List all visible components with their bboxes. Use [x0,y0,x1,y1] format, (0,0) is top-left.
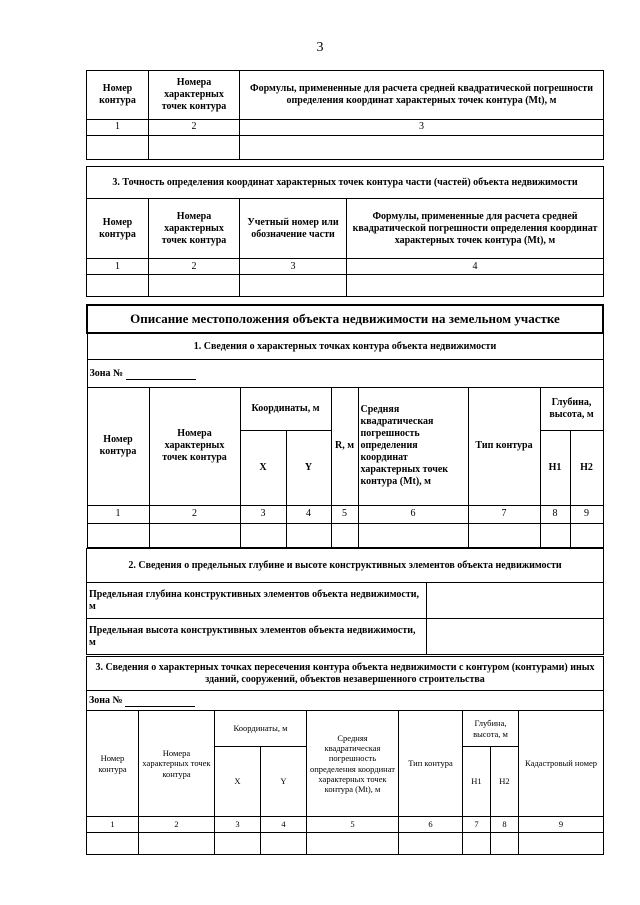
header-points: Номера характерных точек контура [149,199,240,259]
header-x: X [215,747,261,817]
empty-cell [87,135,149,159]
empty-cell [519,833,604,855]
empty-cell [463,833,491,855]
empty-cell [87,523,149,547]
header-depth: Глубина, высота, м [463,711,519,747]
col-number: 7 [468,505,540,523]
header-y: Y [286,430,331,505]
col-number: 2 [149,259,240,275]
col-number: 3 [240,505,286,523]
header-mt: Средняя квадратическая погрешность определения координат характерных точек контура (Mt), м [358,388,468,505]
header-points: Номера характерных точек контура [149,71,240,120]
empty-cell [149,275,240,297]
depth-label: Предельная глубина конструктивных элементов объекта недвижимости, м [87,583,427,619]
col-number: 8 [540,505,570,523]
zone-label [87,360,603,388]
formulas-table [86,70,604,160]
header-cadastral: Кадастровый номер [519,711,604,817]
header-formulas: Формулы, примененные для расчета средней квадратической погрешности определения координат характерных точек контура (Mt), м [347,199,604,259]
zone-label [87,691,604,711]
empty-cell [491,833,519,855]
empty-cell [307,833,399,855]
header-y: Y [261,747,307,817]
col-number: 5 [331,505,358,523]
empty-cell [331,523,358,547]
col-number: 2 [149,505,240,523]
header-coords: Координаты, м [215,711,307,747]
col-number: 3 [240,259,347,275]
empty-cell [149,135,240,159]
col-number: 1 [87,505,149,523]
section-heading: Описание местоположения объекта недвижимости на земельном участке [87,305,603,333]
zone-blank [125,696,195,707]
col-number: 1 [87,119,149,135]
col-number: 2 [139,817,215,833]
header-depth: Глубина, высота, м [540,388,603,430]
empty-cell [149,523,240,547]
header-contour: Номер контура [87,199,149,259]
height-label: Предельная высота конструктивных элементов объекта недвижимости, м [87,619,427,655]
subsection-title: 1. Сведения о характерных точках контура объекта недвижимости [87,333,603,359]
empty-cell [87,275,149,297]
empty-cell [240,275,347,297]
header-mt: Средняя квадратическая погрешность определения координат характерных точек контура (Mt), м [307,711,399,817]
col-number: 7 [463,817,491,833]
depth-value [427,583,604,619]
empty-cell [540,523,570,547]
header-h2: H2 [570,430,603,505]
empty-cell [240,135,604,159]
header-h1: H1 [540,430,570,505]
header-x: X [240,430,286,505]
col-number: 3 [240,119,604,135]
col-number: 6 [358,505,468,523]
col-number: 8 [491,817,519,833]
location-points-table [86,304,604,548]
empty-cell [139,833,215,855]
subsection-title: 3. Сведения о характерных точках пересечения контура объекта недвижимости с контуром (контурами) иных зданий, сооружений, объектов незавершенного строительства [87,657,604,691]
intersection-points-table [86,656,604,855]
empty-cell [240,523,286,547]
header-points: Номера характерных точек контура [149,388,240,505]
empty-cell [347,275,604,297]
page-number: 3 [316,40,324,55]
header-h2: H2 [491,747,519,817]
header-part-number: Учетный номер или обозначение части [240,199,347,259]
zone-text: Зона № [89,694,123,706]
header-contour: Номер контура [87,71,149,120]
col-number: 1 [87,817,139,833]
empty-cell [286,523,331,547]
limit-depth-height-table [86,548,604,655]
col-number: 4 [347,259,604,275]
zone-text: Зона № [89,367,124,379]
empty-cell [570,523,603,547]
empty-cell [358,523,468,547]
subsection-title: 2. Сведения о предельных глубине и высоте конструктивных элементов объекта недвижимости [87,549,604,583]
col-number: 9 [570,505,603,523]
col-number: 3 [215,817,261,833]
header-formulas: Формулы, примененные для расчета средней квадратической погрешности определения координат характерных точек контура (Mt), м [240,71,604,120]
empty-cell [87,833,139,855]
empty-cell [215,833,261,855]
header-contour: Номер контура [87,388,149,505]
empty-cell [399,833,463,855]
col-number: 6 [399,817,463,833]
col-number: 4 [286,505,331,523]
header-coords: Координаты, м [240,388,331,430]
header-type: Тип контура [399,711,463,817]
height-value [427,619,604,655]
empty-cell [468,523,540,547]
header-points: Номера характерных точек контура [139,711,215,817]
col-number: 5 [307,817,399,833]
col-number: 2 [149,119,240,135]
header-type: Тип контура [468,388,540,505]
zone-blank [126,369,196,380]
parts-accuracy-table [86,166,604,297]
header-h1: H1 [463,747,491,817]
empty-cell [261,833,307,855]
header-contour: Номер контура [87,711,139,817]
col-number: 4 [261,817,307,833]
section-title: 3. Точность определения координат характерных точек контура части (частей) объекта недвижимости [87,167,604,199]
col-number: 1 [87,259,149,275]
header-r: R, м [331,388,358,505]
col-number: 9 [519,817,604,833]
